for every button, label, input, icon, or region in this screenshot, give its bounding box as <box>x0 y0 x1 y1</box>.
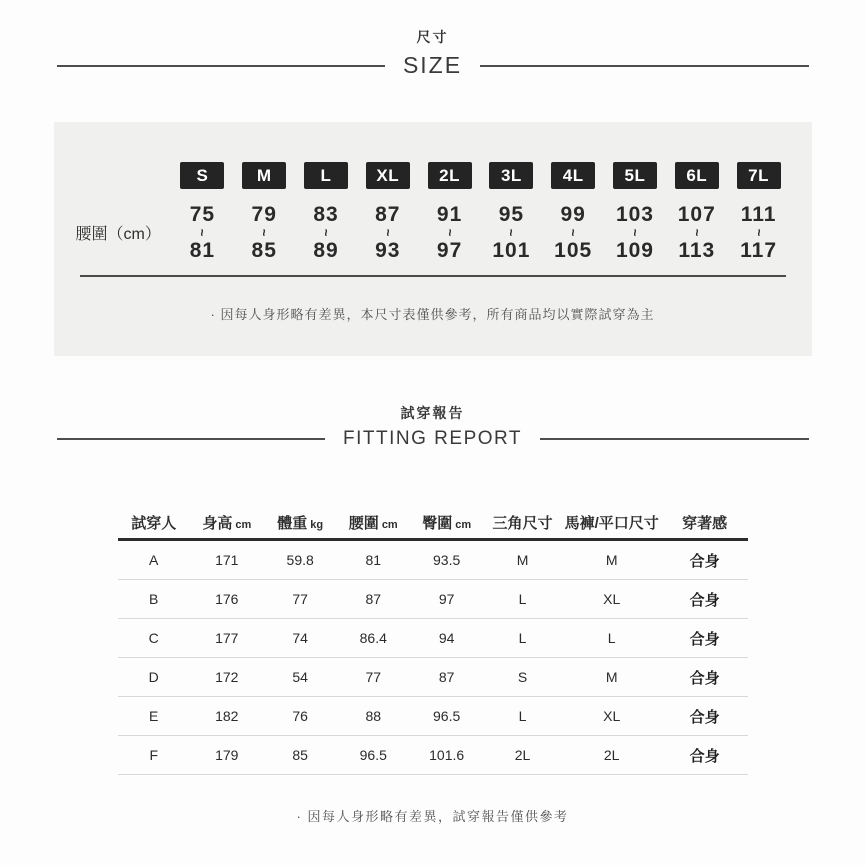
cell-brief-size: M <box>516 552 529 568</box>
size-row-label-cell <box>76 204 172 261</box>
range-min: 83 <box>313 203 339 226</box>
size-title-row <box>57 52 809 79</box>
col-header-label: 馬褲/平口尺寸 <box>564 515 659 532</box>
cell-height: 182 <box>215 708 239 724</box>
cell-trunk-size: L <box>607 630 616 646</box>
cell-person: D <box>148 669 159 685</box>
col-header-label: 三角尺寸 <box>492 515 553 532</box>
cell-person: F <box>149 747 158 763</box>
fitting-table-row <box>118 736 748 775</box>
col-header-brief-size <box>484 512 562 533</box>
waist-row-label: 腰圍（cm） <box>75 226 161 243</box>
fitting-section-header <box>57 403 809 450</box>
size-badge-row <box>54 162 812 189</box>
size-badge: XL <box>366 162 410 189</box>
fitting-table-row <box>118 541 748 580</box>
size-table-panel <box>54 122 812 356</box>
cell-height: 171 <box>215 552 239 568</box>
cell-fit: 合身 <box>689 591 720 609</box>
cell-brief-size: L <box>518 630 527 646</box>
size-range <box>419 204 481 261</box>
cell-brief-size: L <box>518 708 527 724</box>
cell-weight: 77 <box>292 591 308 607</box>
size-range <box>542 204 604 261</box>
size-range <box>172 204 234 261</box>
range-min: 75 <box>189 203 216 226</box>
fitting-disclaimer: · 因每人身形略有差異，試穿報告僅供參考 <box>296 809 569 824</box>
fitting-table-row <box>118 658 748 697</box>
col-header-label: 臀圍 <box>422 515 453 532</box>
cell-brief-size: L <box>518 591 527 607</box>
size-col-l <box>295 162 357 189</box>
cell-height: 176 <box>215 591 239 607</box>
col-header-waist <box>337 512 410 533</box>
col-header-trunk-size <box>562 512 662 533</box>
tilde-glyph: ~ <box>503 228 519 237</box>
size-title-en: SIZE <box>402 52 463 78</box>
cell-fit: 合身 <box>689 630 720 648</box>
range-min: 95 <box>498 203 525 226</box>
col-header-weight <box>264 512 337 533</box>
size-title-zh: 尺寸 <box>416 29 449 45</box>
cell-brief-size: S <box>517 669 528 685</box>
size-range <box>728 204 790 261</box>
cell-person: A <box>149 552 159 568</box>
fitting-title-row <box>57 428 809 450</box>
col-header-label: 試穿人 <box>131 515 177 532</box>
size-col-5l <box>604 162 666 189</box>
cell-waist: 81 <box>365 552 382 568</box>
col-header-unit: cm <box>455 519 472 531</box>
cell-fit: 合身 <box>689 669 720 687</box>
cell-height: 172 <box>215 669 239 685</box>
size-range <box>357 204 419 261</box>
col-header-label: 穿著感 <box>682 515 728 532</box>
cell-trunk-size: XL <box>603 591 621 607</box>
cell-brief-size: 2L <box>514 747 531 763</box>
size-col-7l <box>728 162 790 189</box>
size-badge: 5L <box>613 162 657 189</box>
range-max: 81 <box>189 239 216 262</box>
cell-hip: 93.5 <box>433 552 461 568</box>
cell-person: C <box>148 630 159 646</box>
col-header-fit <box>662 512 748 533</box>
divider-line <box>57 65 385 67</box>
range-max: 109 <box>615 239 654 262</box>
size-range <box>480 204 542 261</box>
size-badge: 4L <box>551 162 595 189</box>
col-header-label: 身高 <box>202 515 233 532</box>
cell-fit: 合身 <box>689 747 720 765</box>
fitting-table <box>118 507 748 775</box>
size-badge: 2L <box>428 162 472 189</box>
size-col-3l <box>480 162 542 189</box>
range-max: 93 <box>375 239 401 262</box>
tilde-glyph: ~ <box>380 228 396 237</box>
cell-waist: 77 <box>365 669 382 685</box>
range-max: 117 <box>740 239 778 262</box>
tilde-glyph: ~ <box>627 228 643 237</box>
cell-waist: 87 <box>365 591 382 607</box>
cell-hip: 94 <box>438 630 455 646</box>
range-max: 97 <box>436 239 463 262</box>
range-min: 111 <box>740 203 777 226</box>
tilde-glyph: ~ <box>194 228 210 237</box>
cell-waist: 86.4 <box>359 630 387 646</box>
cell-hip: 97 <box>438 591 455 607</box>
size-values-row <box>54 204 812 261</box>
tilde-glyph: ~ <box>256 228 272 237</box>
cell-weight: 76 <box>292 708 308 724</box>
cell-waist: 96.5 <box>359 747 387 763</box>
col-header-hip <box>410 512 484 533</box>
cell-hip: 96.5 <box>433 708 461 724</box>
cell-trunk-size: 2L <box>603 747 620 763</box>
cell-weight: 74 <box>292 630 308 646</box>
fitting-table-header <box>118 507 748 541</box>
range-max: 113 <box>678 239 716 262</box>
range-max: 105 <box>554 239 593 262</box>
range-max: 89 <box>313 239 339 262</box>
range-max: 85 <box>251 239 277 262</box>
fitting-table-row <box>118 580 748 619</box>
tilde-glyph: ~ <box>442 228 458 237</box>
size-col-4l <box>542 162 604 189</box>
fitting-title-en: FITTING REPORT <box>343 428 522 449</box>
cell-trunk-size: M <box>605 669 618 685</box>
cell-weight: 59.8 <box>286 552 314 568</box>
size-col-s <box>172 162 234 189</box>
size-table-underline <box>80 275 786 277</box>
size-badge: 3L <box>489 162 533 189</box>
size-col-m <box>233 162 295 189</box>
col-header-label: 腰圍 <box>348 515 379 532</box>
col-header-person <box>118 512 190 533</box>
range-min: 79 <box>251 203 277 226</box>
range-min: 103 <box>615 203 654 226</box>
range-max: 101 <box>492 239 531 262</box>
tilde-glyph: ~ <box>565 228 581 237</box>
cell-trunk-size: XL <box>603 708 621 724</box>
range-min: 107 <box>677 203 716 226</box>
cell-person: E <box>149 708 159 724</box>
range-min: 87 <box>375 203 401 226</box>
size-range <box>604 204 666 261</box>
col-header-unit: cm <box>235 519 252 531</box>
size-col-2l <box>419 162 481 189</box>
range-min: 99 <box>560 203 586 226</box>
divider-line <box>57 438 326 440</box>
cell-weight: 54 <box>292 669 308 685</box>
cell-fit: 合身 <box>689 552 720 570</box>
size-range <box>233 204 295 261</box>
col-header-height <box>190 512 264 533</box>
size-disclaimer: · 因每人身形略有差異，本尺寸表僅供參考，所有商品均以實際試穿為主 <box>210 307 655 322</box>
size-range <box>295 204 357 261</box>
cell-weight: 85 <box>292 747 308 763</box>
size-col-xl <box>357 162 419 189</box>
size-col-6l <box>666 162 728 189</box>
cell-waist: 88 <box>365 708 382 724</box>
cell-hip: 101.6 <box>429 747 465 763</box>
size-label-spacer <box>76 162 172 189</box>
tilde-glyph: ~ <box>751 228 767 237</box>
fitting-table-row <box>118 619 748 658</box>
size-badge: S <box>180 162 224 189</box>
size-badge: L <box>304 162 348 189</box>
size-section-header <box>57 27 809 79</box>
divider-line <box>480 65 808 67</box>
cell-height: 177 <box>215 630 239 646</box>
cell-hip: 87 <box>438 669 455 685</box>
fitting-title-zh: 試穿報告 <box>400 405 465 421</box>
cell-person: B <box>149 591 159 607</box>
size-badge: 7L <box>737 162 781 189</box>
tilde-glyph: ~ <box>318 228 334 237</box>
col-header-label: 體重 <box>277 515 308 532</box>
cell-trunk-size: M <box>605 552 618 568</box>
size-badge: 6L <box>675 162 719 189</box>
size-range <box>666 204 728 261</box>
col-header-unit: kg <box>310 519 324 531</box>
divider-line <box>540 438 809 440</box>
col-header-unit: cm <box>381 519 398 531</box>
tilde-glyph: ~ <box>689 228 705 237</box>
size-badge: M <box>242 162 286 189</box>
fitting-table-row <box>118 697 748 736</box>
cell-fit: 合身 <box>689 708 720 726</box>
range-min: 91 <box>436 203 463 226</box>
cell-height: 179 <box>215 747 239 763</box>
